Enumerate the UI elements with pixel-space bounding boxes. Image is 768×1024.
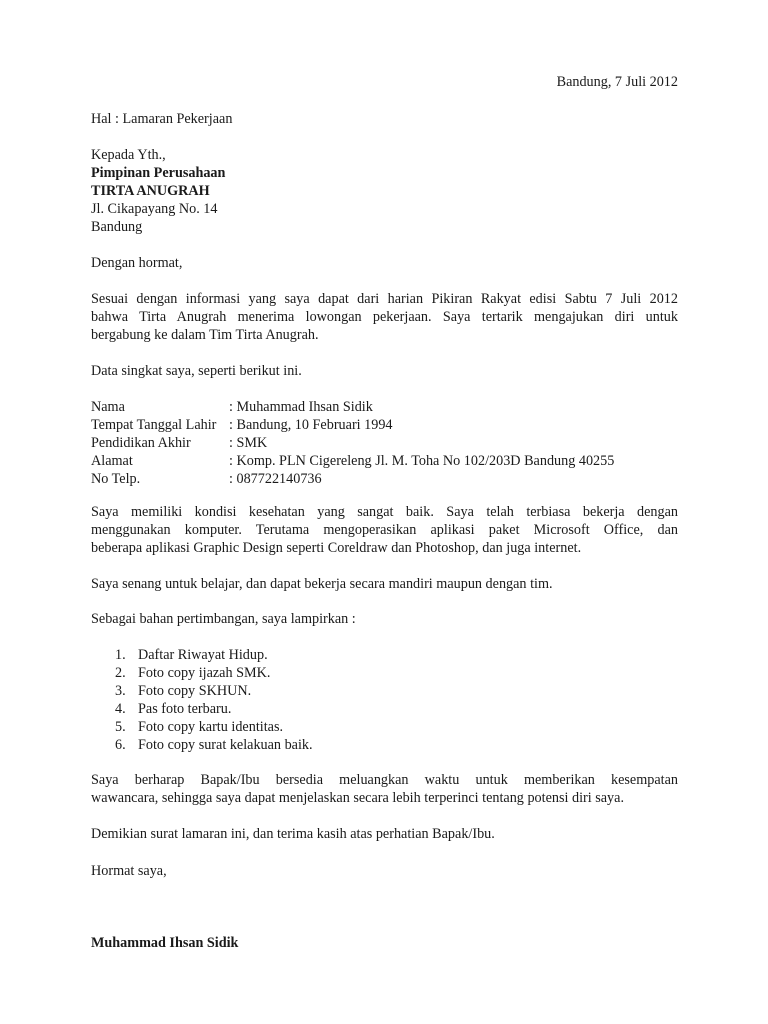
list-item-number: 5.: [115, 719, 126, 735]
personal-data-value: : Bandung, 10 Februari 1994: [229, 417, 393, 433]
hope-line: wawancara, sehingga saya dapat menjelaskan secara lebih terperinci tentang potensi diri saya.: [91, 790, 624, 806]
list-item-number: 6.: [115, 737, 126, 753]
personal-data-label: Pendidikan Akhir: [91, 435, 191, 451]
letter-page: [91, 0, 678, 1024]
hope-paragraph: [91, 771, 678, 807]
recipient-title: Pimpinan Perusahaan: [91, 165, 226, 181]
salutation: Dengan hormat,: [91, 255, 183, 271]
personal-data-value: : Muhammad Ihsan Sidik: [229, 399, 373, 415]
skills-line: Saya memiliki kondisi kesehatan yang sangat baik. Saya telah terbiasa bekerja dengan: [91, 504, 678, 520]
list-item-number: 4.: [115, 701, 126, 717]
personal-data-value: : Komp. PLN Cigereleng Jl. M. Toha No 102/203D Bandung 40255: [229, 453, 615, 469]
attachments-intro: Sebagai bahan pertimbangan, saya lampirkan :: [91, 611, 356, 627]
recipient-greeting: Kepada Yth.,: [91, 147, 166, 163]
list-item-text: Daftar Riwayat Hidup.: [138, 647, 268, 663]
personal-data-label: No Telp.: [91, 471, 141, 487]
list-item-number: 1.: [115, 647, 126, 663]
intro-paragraph: [91, 290, 678, 344]
closing-paragraph: Demikian surat lamaran ini, dan terima kasih atas perhatian Bapak/Ibu.: [91, 826, 495, 842]
skills-line: beberapa aplikasi Graphic Design seperti Coreldraw dan Photoshop, dan juga internet.: [91, 540, 582, 556]
intro-line: bahwa Tirta Anugrah menerima lowongan pekerjaan. Saya tertarik mengajukan diri untuk: [91, 309, 678, 325]
intro-line: Sesuai dengan informasi yang saya dapat dari harian Pikiran Rakyat edisi Sabtu 7 Juli 2012: [91, 291, 678, 307]
list-item-text: Pas foto terbaru.: [138, 701, 232, 717]
skills-line: menggunakan komputer. Terutama mengoperasikan aplikasi paket Microsoft Office, dan: [91, 522, 678, 538]
personal-data-value: : SMK: [229, 435, 268, 451]
list-item-text: Foto copy surat kelakuan baik.: [138, 737, 313, 753]
recipient-company: TIRTA ANUGRAH: [91, 183, 210, 199]
list-item-text: Foto copy SKHUN.: [138, 683, 252, 699]
letter-date: Bandung, 7 Juli 2012: [556, 74, 678, 90]
recipient-city: Bandung: [91, 219, 143, 235]
list-item-text: Foto copy ijazah SMK.: [138, 665, 271, 681]
personal-data-label: Alamat: [91, 453, 133, 469]
hope-line: Saya berharap Bapak/Ibu bersedia meluangkan waktu untuk memberikan kesempatan: [91, 772, 678, 788]
personal-data-label: Nama: [91, 399, 125, 415]
recipient-street: Jl. Cikapayang No. 14: [91, 201, 218, 217]
learning-paragraph: Saya senang untuk belajar, dan dapat bekerja secara mandiri maupun dengan tim.: [91, 576, 553, 592]
personal-data-value: : 087722140736: [229, 471, 322, 487]
list-item-text: Foto copy kartu identitas.: [138, 719, 284, 735]
intro-line: bergabung ke dalam Tim Tirta Anugrah.: [91, 327, 319, 343]
personal-data-label: Tempat Tanggal Lahir: [91, 417, 217, 433]
data-intro: Data singkat saya, seperti berikut ini.: [91, 363, 302, 379]
letter-subject: Hal : Lamaran Pekerjaan: [91, 111, 233, 127]
list-item-number: 3.: [115, 683, 126, 699]
skills-paragraph: [91, 503, 678, 557]
signature-name: Muhammad Ihsan Sidik: [91, 935, 239, 951]
regards: Hormat saya,: [91, 863, 167, 879]
list-item-number: 2.: [115, 665, 126, 681]
